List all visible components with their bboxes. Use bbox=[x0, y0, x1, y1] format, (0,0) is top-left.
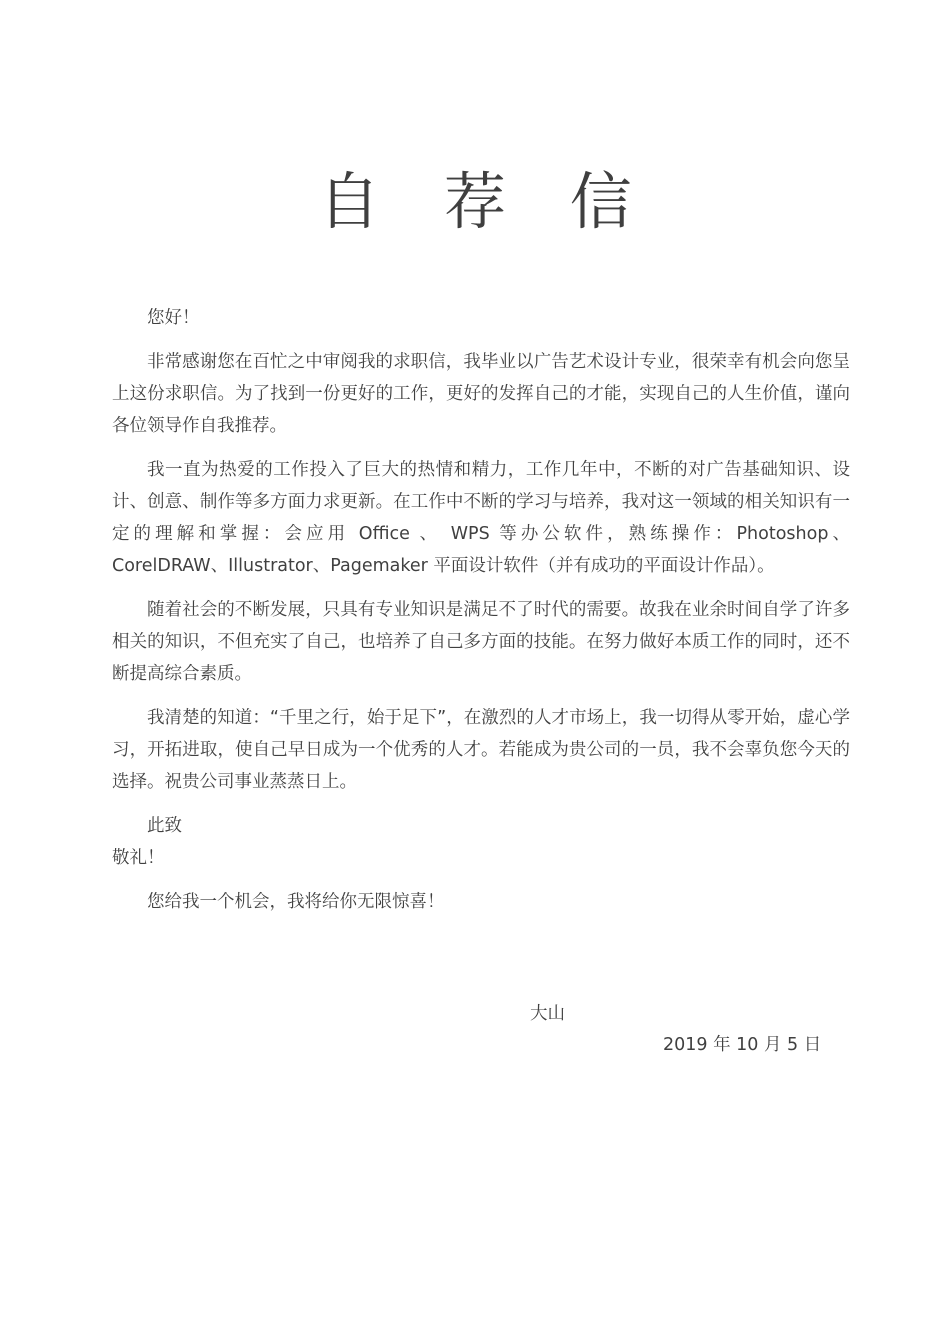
signature-date: 2019 年 10 月 5 日 bbox=[663, 1035, 822, 1055]
closing-regards: 敬礼！ bbox=[112, 848, 165, 868]
paragraph-3: 随着社会的不断发展，只具有专业知识是满足不了时代的需要。故我在业余时间自学了许多相关的知识，不但充实了自己，也培养了自己多方面的技能。在努力做好本质工作的同时，还不断提高综合素质。 bbox=[112, 600, 850, 684]
closing-line: 您给我一个机会，我将给你无限惊喜！ bbox=[147, 892, 445, 912]
signature-name: 大山 bbox=[530, 1004, 565, 1024]
paragraph-4: 我清楚的知道：“千里之行，始于足下”，在激烈的人才市场上，我一切得从零开始，虚心学习，开拓进取，使自己早日成为一个优秀的人才。若能成为贵公司的一员，我不会辜负您今天的选择。祝贵公司事业蒸蒸日上。 bbox=[112, 708, 850, 792]
greeting: 您好！ bbox=[147, 308, 200, 328]
closing-salutation: 此致 bbox=[147, 816, 182, 836]
page-title: 自 荐 信 bbox=[318, 164, 654, 238]
paragraph-1: 非常感谢您在百忙之中审阅我的求职信，我毕业以广告艺术设计专业，很荣幸有机会向您呈上这份求职信。为了找到一份更好的工作，更好的发挥自己的才能，实现自己的人生价值，谨向各位领导作自我推荐。 bbox=[112, 352, 850, 436]
paragraph-2: 我一直为热爱的工作投入了巨大的热情和精力，工作几年中，不断的对广告基础知识、设计、创意、制作等多方面力求更新。在工作中不断的学习与培养，我对这一领域的相关知识有一定的理解和掌握：会应用 Office 、 WPS 等办公软件，熟练操作：Photoshop、CorelDRAW、Illustrator、Pagemaker 平面设计软件（并有成功的平面设计作品）。 bbox=[112, 460, 850, 576]
letter-body bbox=[112, 302, 850, 930]
